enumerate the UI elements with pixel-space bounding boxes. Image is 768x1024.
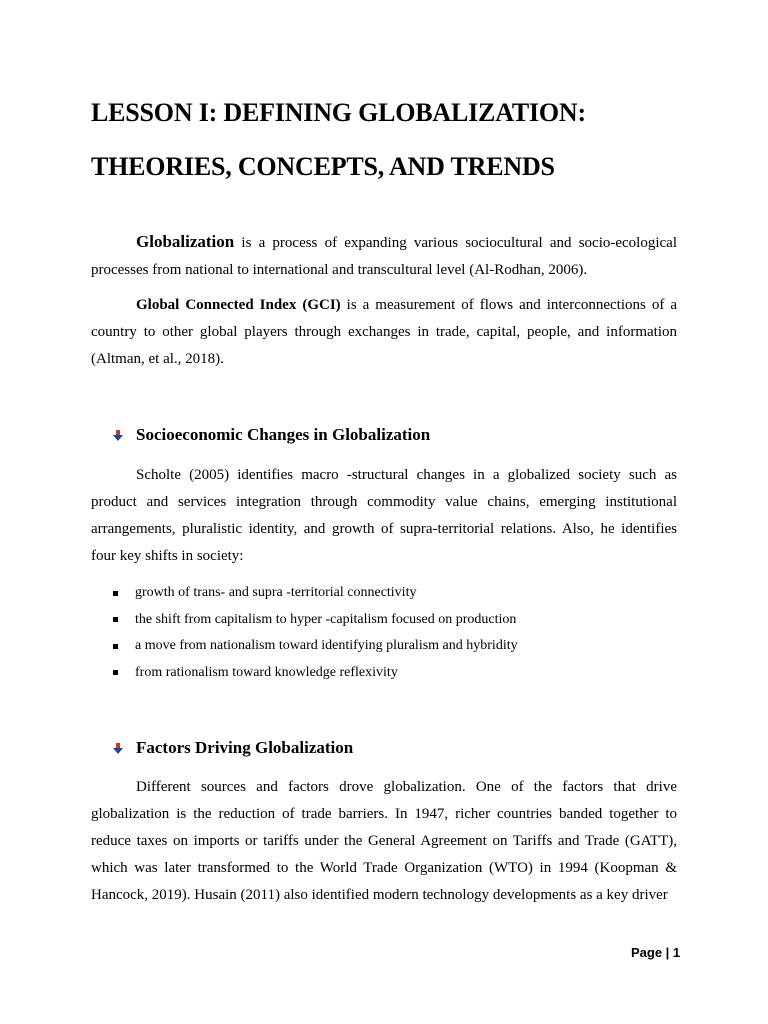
section-heading-socioeconomic-label: Socioeconomic Changes in Globalization [136, 425, 431, 444]
gci-definition [91, 292, 677, 373]
section-heading-factors [112, 736, 353, 760]
gci-term: Global Connected Index (GCI) [136, 297, 341, 313]
lesson-title [91, 86, 711, 194]
arrow-down-bullet-icon [112, 430, 124, 442]
list-item [113, 607, 518, 634]
square-bullet-icon [113, 591, 118, 596]
page-number: Page | 1 [631, 945, 681, 960]
list-item-text: growth of trans- and supra -territorial connectivity [135, 585, 417, 600]
globalization-definition [91, 228, 677, 284]
factors-paragraph: Different sources and factors drove globalization. One of the factors that drive globalization is the reduction of trade barriers. In 1947, richer countries banded together to reduce taxes on imports or tariffs under the General Agreement on Tariffs and Trade (GATT), which was later transformed to the World Trade Organization (WTO) in 1994 (Koopman & Hancock, 2019). Husain (2011) also identified modern technology developments as a key driver [91, 779, 677, 903]
square-bullet-icon [113, 644, 118, 649]
list-item-text: the shift from capitalism to hyper -capitalism focused on production [135, 611, 517, 627]
globalization-term: Globalization [136, 232, 235, 251]
title-line-1: LESSON I: DEFINING GLOBALIZATION: [91, 98, 586, 127]
list-item-text: a move from nationalism toward identifying pluralism and hybridity [135, 638, 518, 653]
key-shifts-list [113, 580, 518, 686]
arrow-down-bullet-icon [112, 743, 124, 755]
gci-definition-text: is a measurement of flows and interconnections of a country to other global players through exchanges in trade, capital, people, and information (Altman, et al., 2018). [91, 297, 677, 367]
list-item [113, 660, 518, 687]
globalization-definition-text: is a process of expanding various sociocultural and socio-ecological processes from national to international and transcultural level (Al-Rodhan, 2006). [91, 235, 677, 278]
socioeconomic-paragraph: Scholte (2005) identifies macro -structural changes in a globalized society such as product and services integration through commodity value chains, emerging institutional arrangements, pluralistic identity, and growth of supra-territorial relations. Also, he identifies four key shifts in society: [91, 467, 677, 564]
section-heading-socioeconomic [112, 423, 430, 447]
list-item [113, 633, 518, 660]
list-item-text: from rationalism toward knowledge reflexivity [135, 664, 398, 680]
list-item [113, 580, 518, 607]
title-line-2: THEORIES, CONCEPTS, AND TRENDS [91, 152, 555, 181]
square-bullet-icon [113, 617, 118, 622]
section-heading-factors-label: Factors Driving Globalization [136, 738, 354, 757]
square-bullet-icon [113, 670, 118, 675]
